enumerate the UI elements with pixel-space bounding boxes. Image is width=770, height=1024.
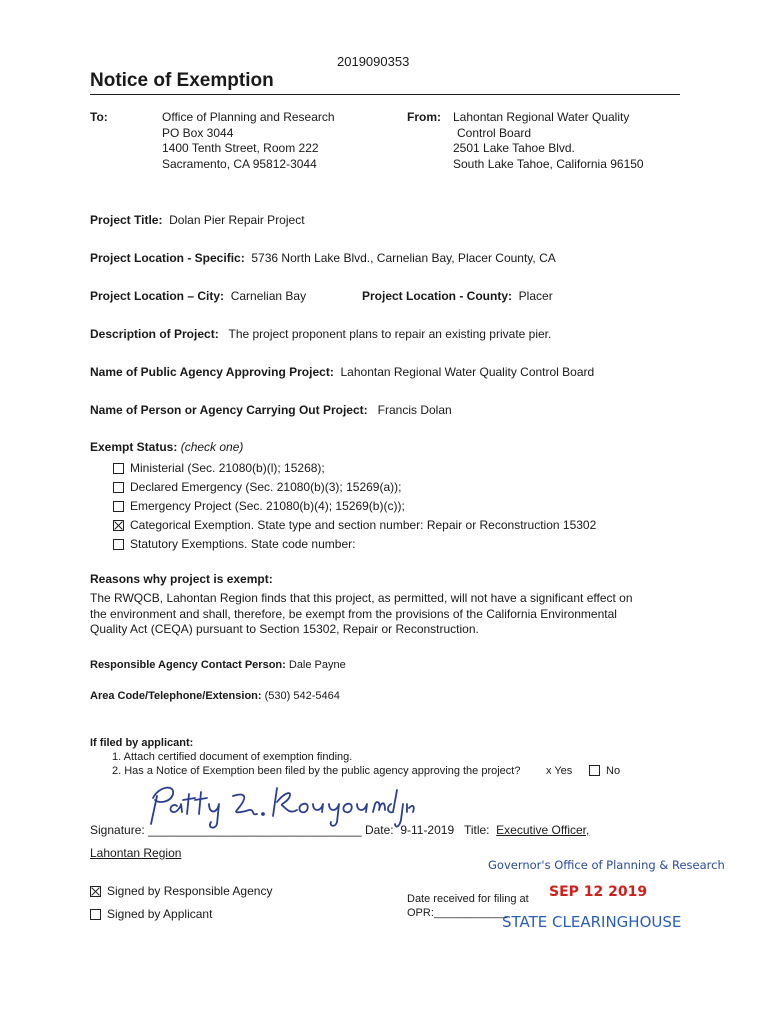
checkbox[interactable] bbox=[113, 539, 124, 550]
from-line: Lahontan Regional Water Quality bbox=[453, 110, 630, 124]
reasons-text bbox=[90, 591, 633, 638]
exempt-option-label: Categorical Exemption. State type and section number: Repair or Reconstruction 15302 bbox=[130, 518, 597, 532]
project-title-field bbox=[90, 213, 305, 227]
stamp-office: Governor's Office of Planning & Research bbox=[488, 858, 725, 872]
signature-date: 9-11-2019 bbox=[400, 823, 455, 837]
checkbox[interactable] bbox=[589, 765, 600, 776]
project-title-label: Project Title: bbox=[90, 213, 163, 227]
contact-value: Dale Payne bbox=[288, 659, 346, 671]
exempt-option-label: Declared Emergency (Sec. 21080(b)(3); 15269(a)); bbox=[130, 480, 402, 494]
exempt-status-label: Exempt Status: bbox=[90, 440, 178, 454]
to-line: Office of Planning and Research bbox=[162, 110, 335, 124]
exempt-status-options bbox=[113, 459, 596, 554]
exempt-option-label: Statutory Exemptions. State code number: bbox=[130, 537, 356, 551]
reasons-label: Reasons why project is exempt: bbox=[90, 572, 273, 586]
location-county-field bbox=[362, 289, 553, 303]
page-title: Notice of Exemption bbox=[90, 70, 274, 91]
exempt-option-label: Ministerial (Sec. 21080(b)(l); 15268); bbox=[130, 461, 325, 475]
reasons-line: The RWQCB, Lahontan Region finds that this project, as permitted, will not have a significant effect on bbox=[90, 591, 633, 605]
reasons-line: Quality Act (CEQA) pursuant to Section 15302, Repair or Reconstruction. bbox=[90, 622, 479, 636]
location-county-label: Project Location - County: bbox=[362, 289, 512, 303]
signed-by-applicant-option[interactable] bbox=[90, 907, 212, 921]
signature-title-label: Title: bbox=[463, 823, 490, 837]
stamp-date: SEP 12 2019 bbox=[549, 884, 648, 900]
from-line: 2501 Lake Tahoe Blvd. bbox=[453, 141, 575, 155]
checkbox[interactable] bbox=[113, 482, 124, 493]
location-city-label: Project Location – City: bbox=[90, 289, 225, 303]
received-line-2: OPR:____________ bbox=[407, 907, 508, 919]
to-line: Sacramento, CA 95812-3044 bbox=[162, 156, 317, 171]
from-line: South Lake Tahoe, California 96150 bbox=[453, 156, 644, 171]
approving-agency-label: Name of Public Agency Approving Project: bbox=[90, 365, 334, 379]
signature-line: ________________________________ bbox=[148, 823, 362, 837]
location-specific-value: 5736 North Lake Blvd., Carnelian Bay, Placer County, CA bbox=[251, 251, 556, 265]
reasons-line: the environment and shall, therefore, be exempt from the provisions of the California Environmental bbox=[90, 606, 617, 621]
checkbox[interactable] bbox=[113, 463, 124, 474]
from-line: Control Board bbox=[457, 125, 532, 140]
checkbox[interactable] bbox=[113, 501, 124, 512]
received-line-1: Date received for filing at bbox=[407, 893, 529, 905]
phone-label: Area Code/Telephone/Extension: bbox=[90, 690, 262, 702]
exempt-option[interactable] bbox=[113, 535, 596, 554]
to-line: 1400 Tenth Street, Room 222 bbox=[162, 141, 319, 155]
contact-label: Responsible Agency Contact Person: bbox=[90, 659, 286, 671]
approving-agency-field bbox=[90, 365, 594, 379]
filed-item-2: 2. Has a Notice of Exemption been filed by the public agency approving the project? bbox=[112, 765, 521, 777]
location-specific-field bbox=[90, 251, 556, 265]
signature-label: Signature: bbox=[90, 823, 145, 837]
location-county-value: Placer bbox=[518, 289, 553, 303]
filed-yes: x Yes bbox=[546, 765, 573, 777]
signed-by-applicant-label: Signed by Applicant bbox=[107, 907, 213, 921]
exempt-option[interactable] bbox=[113, 459, 596, 478]
carrying-out-value: Francis Dolan bbox=[377, 403, 452, 417]
exempt-option-label: Emergency Project (Sec. 21080(b)(4); 15269(b)(c)); bbox=[130, 499, 405, 513]
filed-no-option[interactable] bbox=[589, 765, 620, 777]
approving-agency-value: Lahontan Regional Water Quality Control Board bbox=[340, 365, 595, 379]
checkbox[interactable] bbox=[90, 909, 101, 920]
phone-value: (530) 542-5464 bbox=[264, 690, 340, 702]
signature-title: Executive Officer, bbox=[496, 823, 590, 837]
exempt-option[interactable] bbox=[113, 478, 596, 497]
exempt-status-heading bbox=[90, 440, 243, 454]
location-specific-label: Project Location - Specific: bbox=[90, 251, 245, 265]
description-label: Description of Project: bbox=[90, 327, 219, 341]
signed-by-agency-label: Signed by Responsible Agency bbox=[107, 884, 273, 898]
to-address bbox=[162, 110, 335, 172]
description-value: The project proponent plans to repair an existing private pier. bbox=[228, 327, 552, 341]
document-number: 2019090353 bbox=[337, 54, 410, 69]
exempt-option[interactable] bbox=[113, 516, 596, 535]
project-title-value: Dolan Pier Repair Project bbox=[169, 213, 305, 227]
from-address bbox=[453, 110, 644, 172]
location-city-field bbox=[90, 289, 306, 303]
filed-by-applicant-label: If filed by applicant: bbox=[90, 737, 194, 749]
signed-by-agency-option[interactable] bbox=[90, 884, 272, 898]
to-label: To: bbox=[90, 110, 108, 124]
description-field bbox=[90, 327, 551, 341]
signature-date-label: Date: bbox=[364, 823, 394, 837]
to-line: PO Box 3044 bbox=[162, 125, 234, 140]
signature-row bbox=[90, 823, 589, 837]
signature-title-cont: Lahontan Region bbox=[90, 846, 182, 860]
checkbox-checked[interactable] bbox=[90, 886, 101, 897]
checkbox-checked[interactable] bbox=[113, 520, 124, 531]
exempt-status-hint: (check one) bbox=[180, 440, 244, 454]
carrying-out-label: Name of Person or Agency Carrying Out Project: bbox=[90, 403, 368, 417]
filed-no: No bbox=[606, 765, 621, 777]
stamp-house: STATE CLEARINGHOUSE bbox=[502, 913, 682, 931]
title-rule bbox=[90, 94, 680, 95]
phone-field bbox=[90, 690, 340, 702]
contact-field bbox=[90, 659, 346, 671]
carrying-out-field bbox=[90, 403, 452, 417]
location-city-value: Carnelian Bay bbox=[230, 289, 307, 303]
filed-item-1: 1. Attach certified document of exemption finding. bbox=[112, 751, 353, 763]
exempt-option[interactable] bbox=[113, 497, 596, 516]
from-label: From: bbox=[407, 110, 441, 124]
